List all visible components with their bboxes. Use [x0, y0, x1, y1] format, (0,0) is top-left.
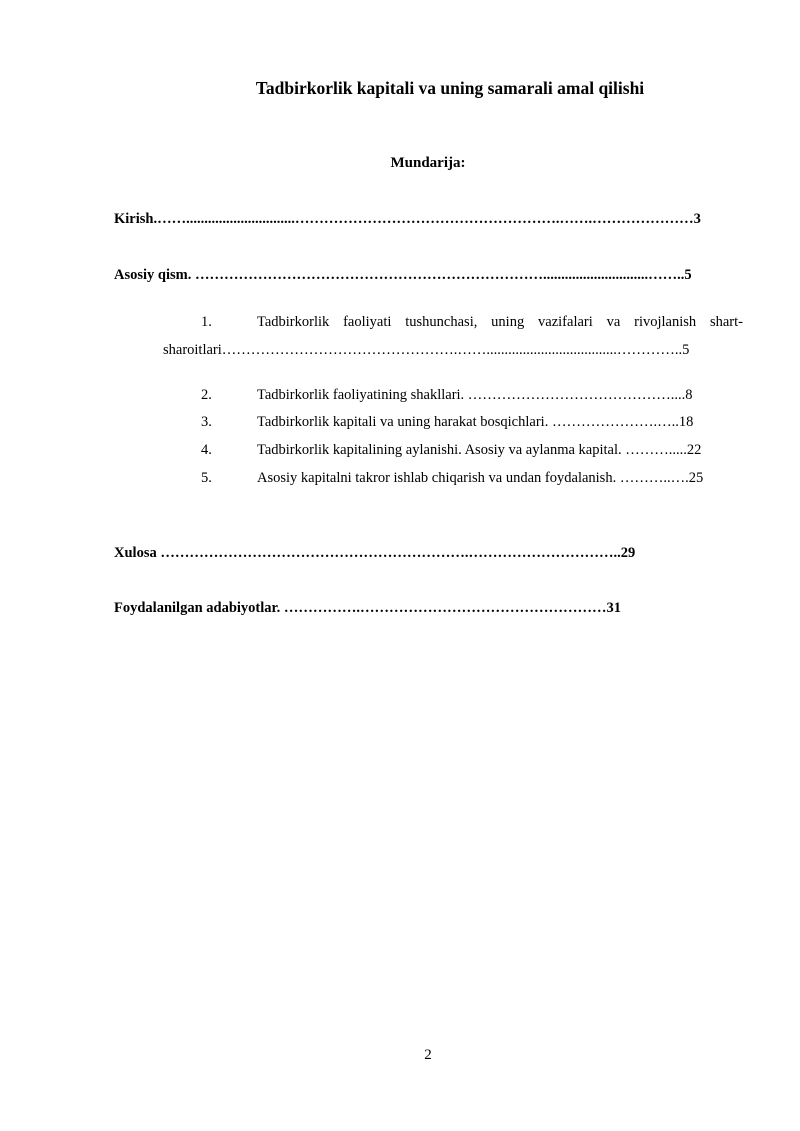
toc-item-5[interactable]: Asosiy kapitalni takror ishlab chiqarish va undan foydalanish. ………..….25 — [257, 470, 704, 486]
toc-entry-conclusion[interactable]: Xulosa ……………………………………………………….…………………………..29 — [114, 545, 636, 561]
toc-entry-references[interactable]: Foydalanilgan adabiyotlar. …………….……………………………………………31 — [114, 600, 622, 616]
toc-item-1-line2[interactable]: sharoitlari………………………………………….……....................................…………..5 — [163, 342, 690, 358]
toc-item-number: 5. — [201, 470, 212, 486]
toc-item-1-line1[interactable]: Tadbirkorlik faoliyati tushunchasi, uning vazifalari va rivojlanish shart- — [257, 314, 743, 330]
toc-item-3[interactable]: Tadbirkorlik kapitali va uning harakat bosqichlari. ………………….…..18 — [257, 414, 694, 430]
toc-entry-main[interactable]: Asosiy qism. ……………………………………………………………….............................……..5 — [114, 267, 692, 283]
toc-heading: Mundarija: — [390, 155, 466, 171]
document-title: Tadbirkorlik kapitali va uning samarali amal qilishi — [255, 78, 645, 98]
toc-item-4[interactable]: Tadbirkorlik kapitalining aylanishi. Asosiy va aylanma kapital. ……….....22 — [257, 442, 702, 458]
page-number: 2 — [424, 1047, 432, 1063]
toc-item-number: 3. — [201, 414, 212, 430]
toc-entry-intro[interactable]: Kirish.……..............................……………………………………………….…….…………………3 — [114, 211, 701, 227]
toc-item-number: 4. — [201, 442, 212, 458]
toc-item-number: 1. — [201, 314, 212, 330]
toc-item-2[interactable]: Tadbirkorlik faoliyatining shakllari. ……………………………………....8 — [257, 387, 693, 403]
toc-item-number: 2. — [201, 387, 212, 403]
